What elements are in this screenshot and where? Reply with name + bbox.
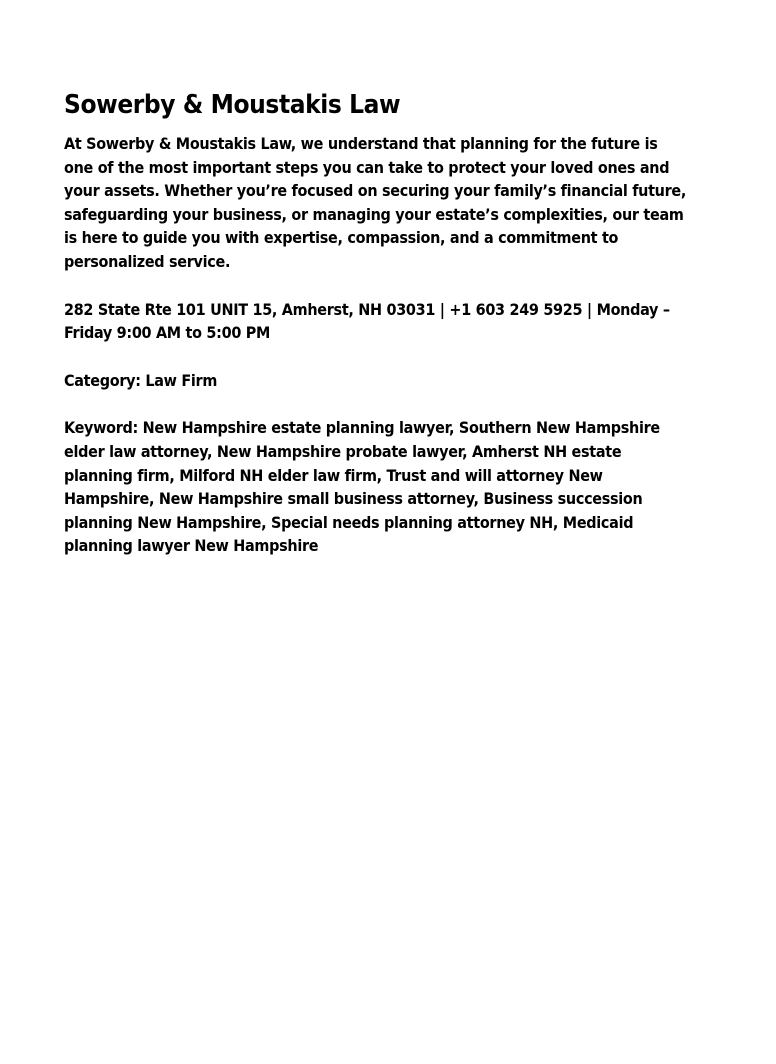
intro-paragraph: At Sowerby & Moustakis Law, we understand that planning for the future is one of the most important steps you can take to protect your loved ones and your assets. Whether you’re focused on securing your family’s financial future, safeguarding your business, or managing your estate’s complexities, our team is here to guide you with expertise, compassion, and a commitment to personalized service.: [64, 134, 687, 271]
keywords-paragraph: Keyword: New Hampshire estate planning lawyer, Southern New Hampshire elder law attorney, New Hampshire probate lawyer, Amherst NH estate planning firm, Milford NH elder law firm, Trust and will attorney New Hampshire, New Hampshire small business attorney, Business succession planning New Hampshire, Special needs planning attorney NH, Medicaid planning lawyer New Hampshire: [64, 418, 660, 556]
document-title: Sowerby & Moustakis Law: [64, 90, 401, 120]
category-line: Category: Law Firm: [64, 370, 218, 390]
contact-info: 282 State Rte 101 UNIT 15, Amherst, NH 03031 | +1 603 249 5925 | Monday – Friday 9:00 AM to 5:00 PM: [64, 299, 670, 343]
document-page: [64, 88, 690, 582]
